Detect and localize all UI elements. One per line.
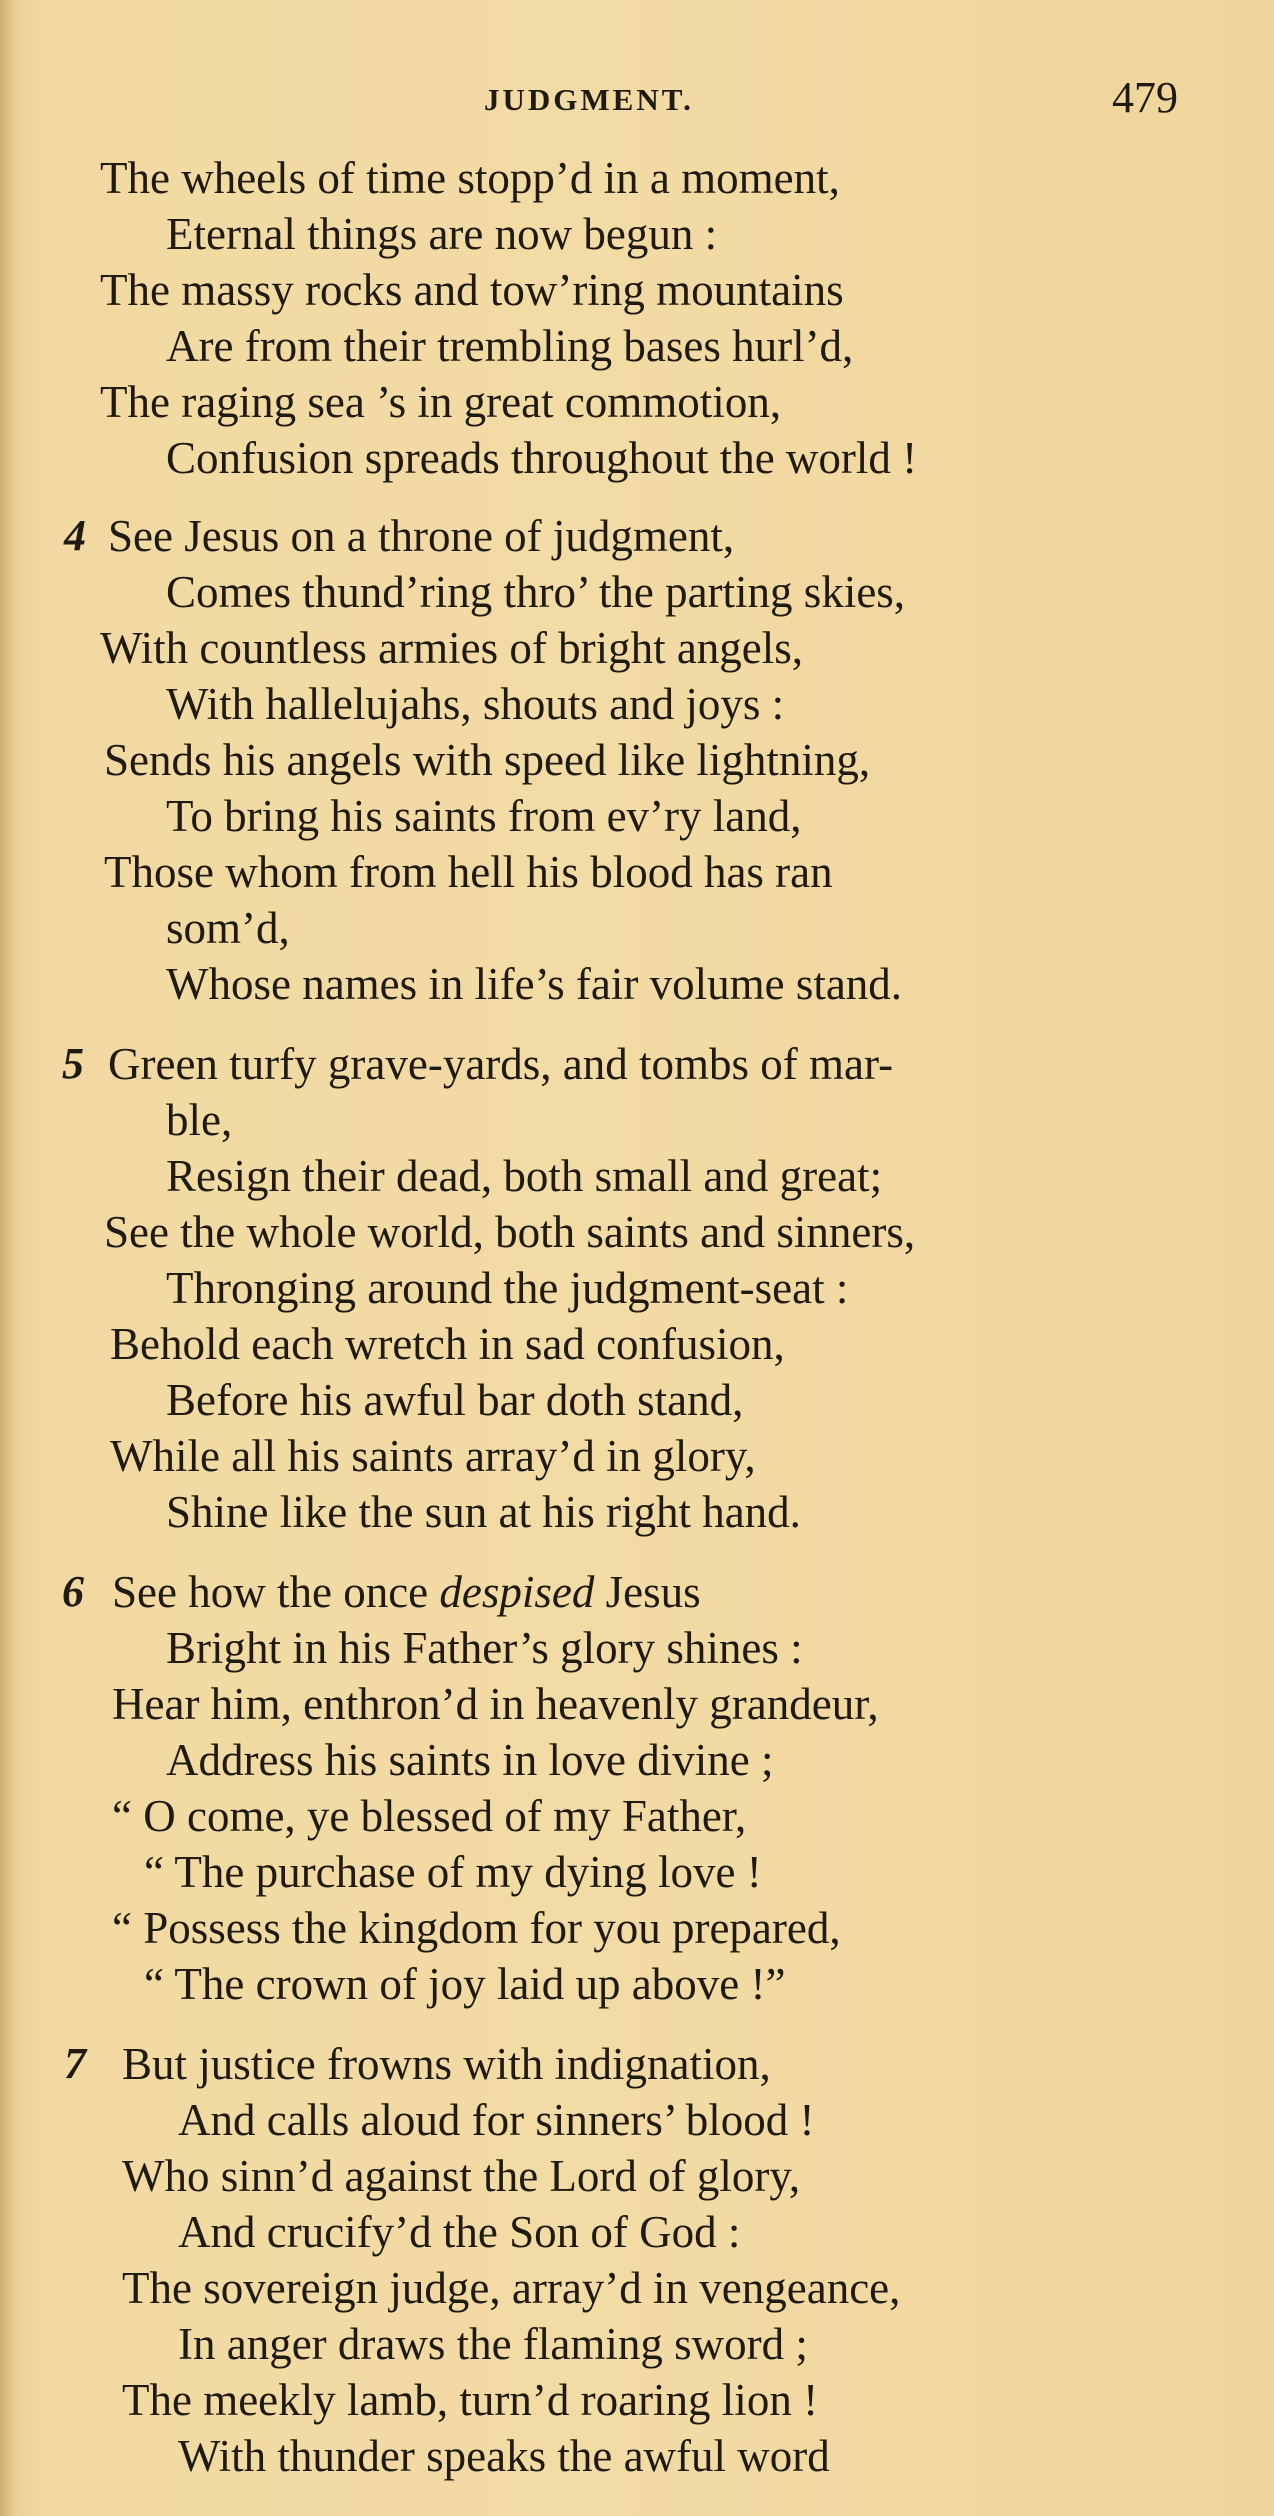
stanza4-line: Sends his angels with speed like lightning, <box>104 735 871 785</box>
stanza6-line-start: See how the once <box>112 1567 429 1617</box>
verse-number: 4 <box>64 511 86 560</box>
stanza6-line: “ Possess the kingdom for you prepared, <box>112 1903 841 1953</box>
stanza5-line: While all his saints array’d in glory, <box>110 1431 756 1481</box>
verse-number: 6 <box>62 1567 84 1616</box>
stanza4-line: Comes thund’ring thro’ the parting skies, <box>166 567 906 617</box>
stanza6-line: Hear him, enthron’d in heavenly grandeur, <box>112 1679 879 1729</box>
stanza5-line: Before his awful bar doth stand, <box>166 1375 744 1425</box>
stanza7-line: With thunder speaks the awful word <box>178 2431 830 2481</box>
stanza6-line-end: Jesus <box>605 1567 701 1617</box>
stanza4-line: som’d, <box>166 903 290 953</box>
stanza4-line: With countless armies of bright angels, <box>100 623 804 673</box>
stanza7-line: The meekly lamb, turn’d roaring lion ! <box>122 2375 819 2425</box>
stanza7-line: And crucify’d the Son of God : <box>178 2207 741 2257</box>
running-title: JUDGMENT. <box>484 82 694 117</box>
page-number: 479 <box>1112 73 1178 122</box>
stanza7-line: The sovereign judge, array’d in vengeance, <box>122 2263 901 2313</box>
stanza4-line: Whose names in life’s fair volume stand. <box>166 959 903 1009</box>
stanza5-line: Green turfy grave-yards, and tombs of mar- <box>108 1039 894 1089</box>
page-header <box>0 72 1274 132</box>
verse-number: 5 <box>62 1039 84 1088</box>
stanza5-line: Behold each wretch in sad confusion, <box>110 1319 785 1369</box>
stanza4-line: Those whom from hell his blood has ran <box>104 847 833 897</box>
page-edge <box>0 0 14 2516</box>
stanza7-line: But justice frowns with indignation, <box>122 2039 771 2089</box>
stanza3-line: The raging sea ’s in great commotion, <box>100 377 782 427</box>
stanza4-line: See Jesus on a throne of judgment, <box>108 511 735 561</box>
stanza6-italic-word: despised <box>439 1567 595 1617</box>
stanza4-line: To bring his saints from ev’ry land, <box>166 791 802 841</box>
stanza7-line: In anger draws the flaming sword ; <box>178 2319 808 2369</box>
stanza6-line: “ The purchase of my dying love ! <box>144 1847 762 1897</box>
stanza3-line: The wheels of time stopp’d in a moment, <box>100 153 840 203</box>
verse-number: 7 <box>64 2039 86 2088</box>
stanza3-line: Eternal things are now begun : <box>166 209 718 259</box>
stanza7-line: And calls aloud for sinners’ blood ! <box>178 2095 815 2145</box>
stanza7-line: Who sinn’d against the Lord of glory, <box>122 2151 801 2201</box>
stanza6-line: “ O come, ye blessed of my Father, <box>112 1791 747 1841</box>
stanza3-line: The massy rocks and tow’ring mountains <box>100 265 844 315</box>
stanza6-first-line <box>112 1564 701 1620</box>
stanza6-line: “ The crown of joy laid up above !” <box>144 1959 786 2009</box>
stanza5-line: See the whole world, both saints and sinners, <box>104 1207 916 1257</box>
stanza3-line: Are from their trembling bases hurl’d, <box>166 321 854 371</box>
stanza5-line: Resign their dead, both small and great; <box>166 1151 883 1201</box>
stanza6-line: Address his saints in love divine ; <box>166 1735 774 1785</box>
stanza5-line: ble, <box>166 1095 233 1145</box>
stanza4-line: With hallelujahs, shouts and joys : <box>166 679 785 729</box>
stanza3-line: Confusion spreads throughout the world ! <box>166 433 918 483</box>
stanza6-line: Bright in his Father’s glory shines : <box>166 1623 803 1673</box>
stanza5-line: Shine like the sun at his right hand. <box>166 1487 801 1537</box>
stanza5-line: Thronging around the judgment-seat : <box>166 1263 849 1313</box>
